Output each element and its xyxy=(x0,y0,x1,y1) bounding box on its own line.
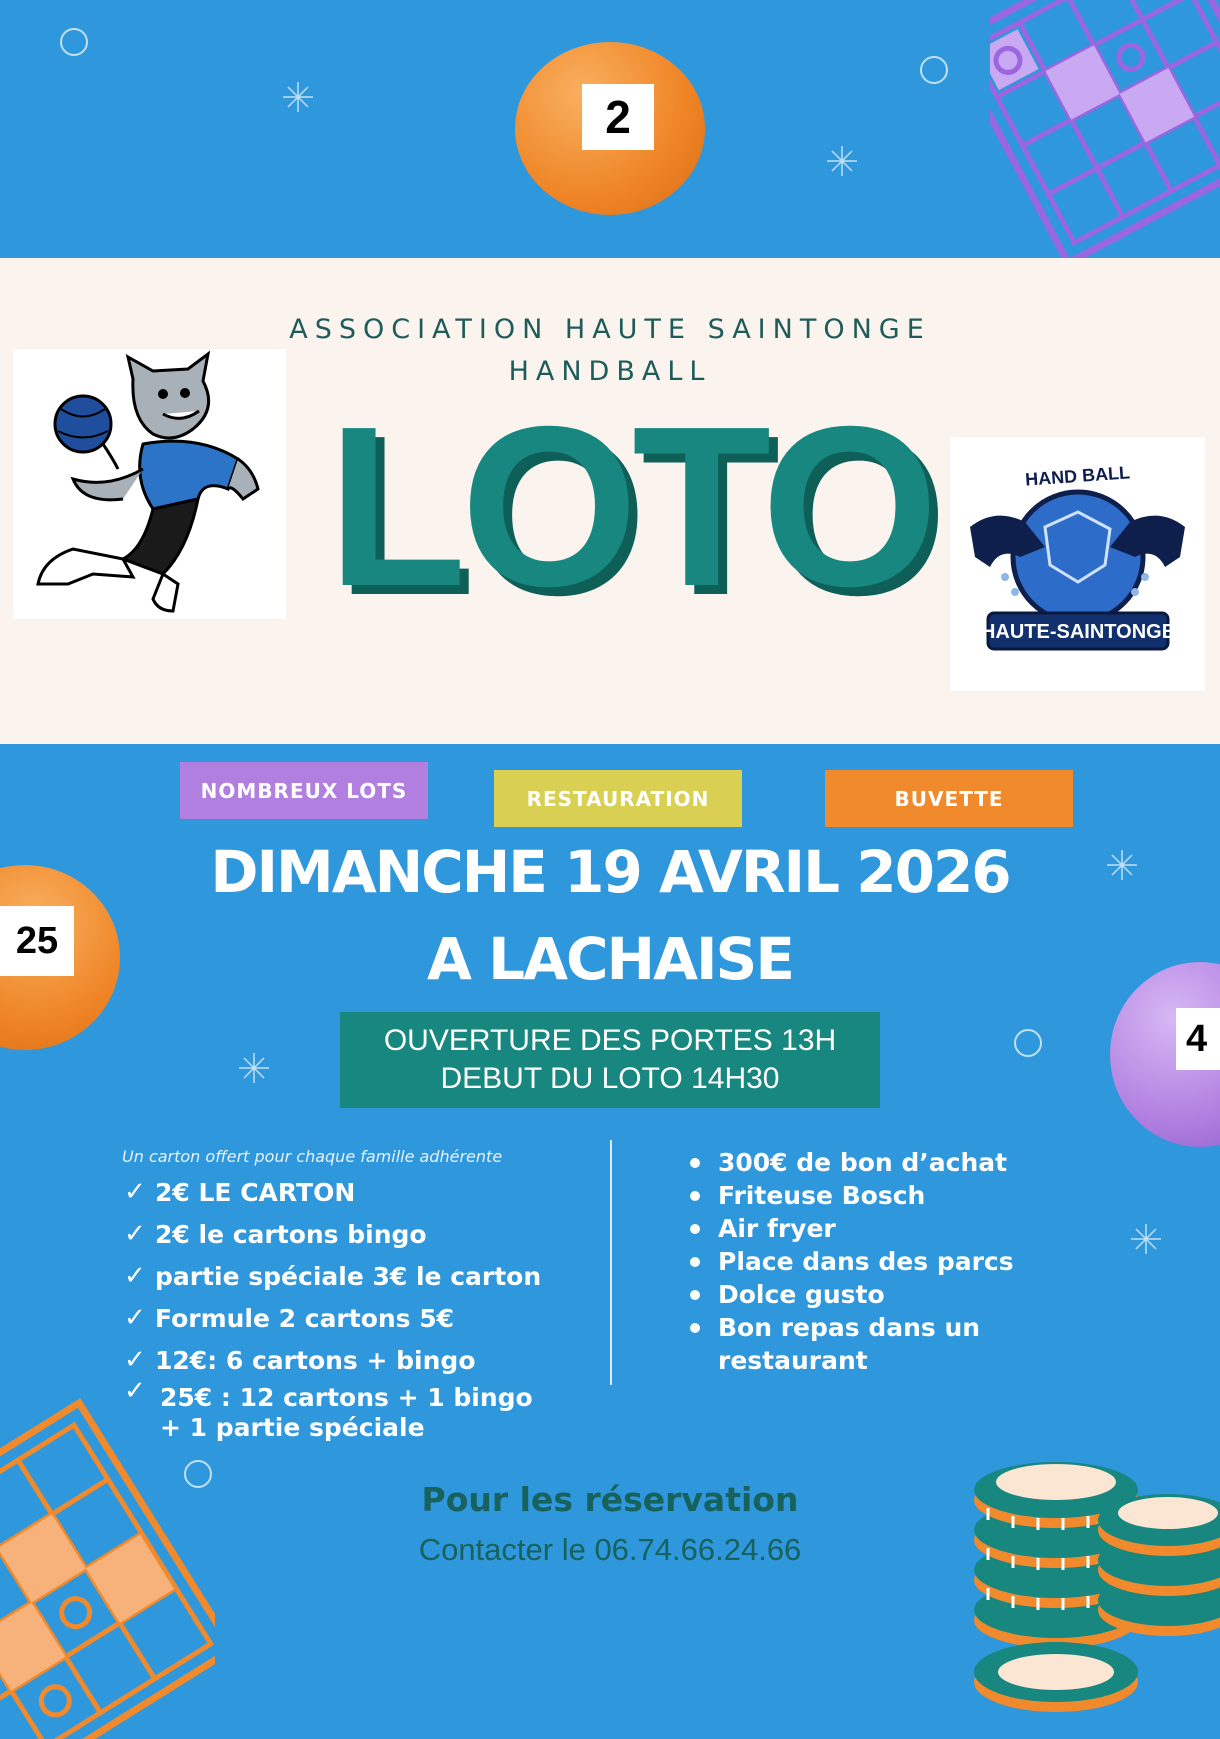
prize-item: Bon repas dans un restaurant xyxy=(690,1311,1018,1377)
check-icon: ✓ xyxy=(124,1303,146,1333)
check-icon: ✓ xyxy=(124,1376,146,1406)
event-date: DIMANCHE 19 AVRIL 2026 xyxy=(210,838,1010,906)
column-divider xyxy=(610,1140,612,1385)
club-logo-arc-text: HAND BALL xyxy=(1024,462,1131,490)
reservation-title: Pour les réservation xyxy=(421,1480,799,1519)
price-item: 25€ : 12 cartons + 1 bingo xyxy=(160,1383,533,1412)
mascot-logo xyxy=(13,349,286,619)
member-offer-note: Un carton offert pour chaque famille adhérente xyxy=(122,1147,503,1166)
price-item: 2€ LE CARTON xyxy=(155,1178,356,1207)
prize-list xyxy=(690,1146,1018,1377)
price-item: partie spéciale 3€ le carton xyxy=(155,1262,542,1291)
price-item: 2€ le cartons bingo xyxy=(155,1220,427,1249)
prize-item: 300€ de bon d’achat xyxy=(690,1146,1018,1179)
handball-club-icon xyxy=(950,437,1205,691)
prize-item: Dolce gusto xyxy=(690,1278,1018,1311)
club-logo xyxy=(950,437,1205,691)
prize-item: Air fryer xyxy=(690,1212,1018,1245)
price-item: + 1 partie spéciale xyxy=(160,1413,425,1442)
price-item: 12€: 6 cartons + bingo xyxy=(155,1346,476,1375)
tag-restauration: RESTAURATION xyxy=(494,770,742,827)
ball-number-left: 25 xyxy=(0,906,74,976)
check-icon: ✓ xyxy=(124,1219,146,1249)
coins-stack-icon xyxy=(968,1420,1220,1739)
check-icon: ✓ xyxy=(124,1345,146,1375)
tag-buvette: BUVETTE xyxy=(825,770,1073,827)
association-name-line2: HANDBALL xyxy=(508,356,712,387)
check-icon: ✓ xyxy=(124,1261,146,1291)
prize-item: Place dans des parcs xyxy=(690,1245,1018,1278)
check-icon: ✓ xyxy=(124,1177,146,1207)
association-name-line1: ASSOCIATION HAUTE SAINTONGE xyxy=(289,314,931,345)
loto-start: DEBUT DU LOTO 14H30 xyxy=(440,1062,780,1095)
club-logo-banner-text: HAUTE-SAINTONGE xyxy=(980,621,1176,643)
tag-nombreux-lots: NOMBREUX LOTS xyxy=(180,762,428,819)
doors-opening: OUVERTURE DES PORTES 13H xyxy=(383,1024,837,1057)
page-title: LOTO xyxy=(327,380,933,634)
reservation-contact: Contacter le 06.74.66.24.66 xyxy=(418,1532,802,1567)
prize-item: Friteuse Bosch xyxy=(690,1179,1018,1212)
wolf-mascot-icon xyxy=(13,349,286,619)
event-hours-box xyxy=(340,1012,880,1108)
event-place: A LACHAISE xyxy=(427,925,793,993)
ball-number-top: 2 xyxy=(582,84,654,150)
price-item: Formule 2 cartons 5€ xyxy=(155,1304,455,1333)
ball-number-right: 4 xyxy=(1176,1008,1220,1070)
